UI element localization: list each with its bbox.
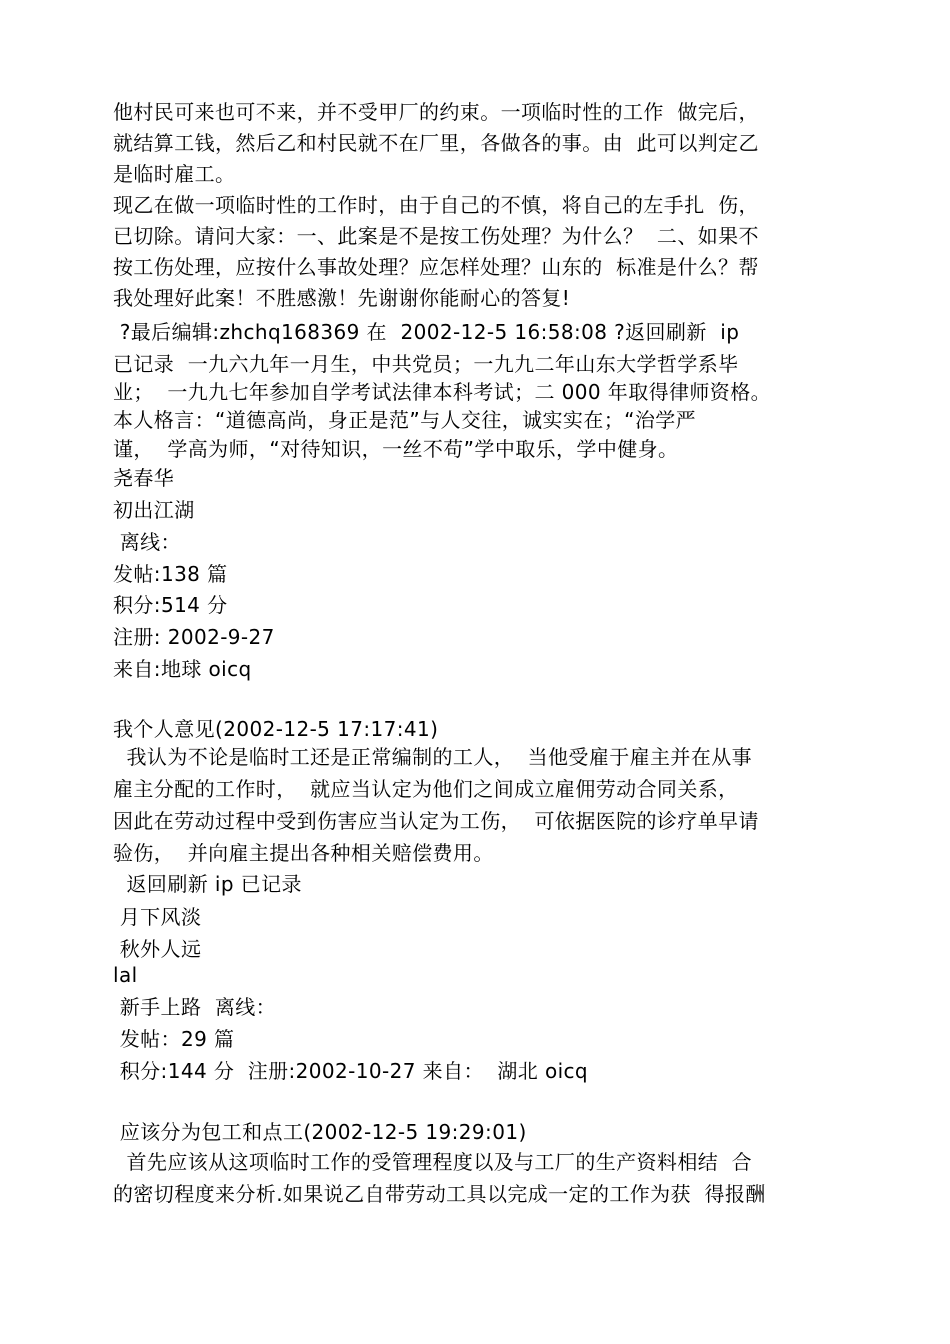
text-line: 就结算工钱，然后乙和村民就不在厂里，各做各的事。由 此可以判定乙 (113, 131, 759, 155)
author-name: 月下风淡 (113, 905, 202, 929)
text-line: 按工伤处理，应按什么事故处理？应怎样处理？山东的 标准是什么？帮 (113, 255, 759, 279)
text-line: 首先应该从这项临时工作的受管理程度以及与工厂的生产资料相结 合 (113, 1150, 753, 1174)
text-line: 因此在劳动过程中受到伤害应当认定为工伤， 可依据医院的诊疗单早请 (113, 809, 759, 833)
text-line: 我认为不论是临时工还是正常编制的工人， 当他受雇于雇主并在从事 (113, 745, 753, 769)
text-line: 已切除。请问大家：一、此案是不是按工伤处理？为什么？ 二、如果不 (113, 224, 759, 248)
text-line: 他村民可来也可不来，并不受甲厂的约束。一项临时性的工作 做完后， (113, 100, 759, 124)
author-signature: lal (113, 963, 138, 987)
text-line: 现乙在做一项临时性的工作时，由于自己的不慎，将自己的左手扎 伤， (113, 193, 759, 217)
edit-info-line: ?最后编辑:zhchq168369 在 2002-12-5 16:58:08 ?返回刷新 ip (113, 320, 740, 344)
author-rank: 初出江湖 (113, 498, 195, 522)
text-line: 已记录 一九六九年一月生，中共党员；一九九二年山东大学哲学系毕 (113, 352, 739, 376)
author-location: 来自:地球 oicq (113, 657, 252, 681)
text-line: 本人格言：“道德高尚，身正是范”与人交往，诚实实在；“治学严 (113, 408, 697, 432)
text-line: 的密切程度来分析.如果说乙自带劳动工具以完成一定的工作为获 得报酬 (113, 1182, 766, 1206)
text-line: 验伤， 并向雇主提出各种相关赔偿费用。 (113, 841, 494, 865)
author-status: 离线： (113, 530, 181, 554)
post-heading: 我个人意见(2002-12-5 17:17:41) (113, 717, 439, 741)
text-line: 谨， 学高为师，“对待知识，一丝不苟”学中取乐，学中健身。 (113, 437, 679, 461)
text-line: 雇主分配的工作时， 就应当认定为他们之间成立雇佣劳动合同关系， (113, 777, 739, 801)
author-status: 新手上路 离线： (113, 995, 277, 1019)
author-posts: 发帖：29 篇 (113, 1027, 235, 1051)
text-line: 返回刷新 ip 已记录 (113, 872, 302, 896)
author-posts: 发帖:138 篇 (113, 562, 228, 586)
text-line: 是临时雇工。 (113, 162, 236, 186)
author-registered: 注册: 2002-9-27 (113, 625, 275, 649)
author-info: 积分:144 分 注册:2002-10-27 来自： 湖北 oicq (113, 1059, 589, 1083)
author-name: 尧春华 (113, 466, 175, 490)
post-heading: 应该分为包工和点工(2002-12-5 19:29:01) (113, 1120, 527, 1144)
author-points: 积分:514 分 (113, 593, 228, 617)
author-signature: 秋外人远 (113, 937, 202, 961)
text-line: 我处理好此案！不胜感激！先谢谢你能耐心的答复! (113, 286, 571, 310)
text-line: 业； 一九九七年参加自学考试法律本科考试；二 000 年取得律师资格。 (113, 380, 772, 404)
